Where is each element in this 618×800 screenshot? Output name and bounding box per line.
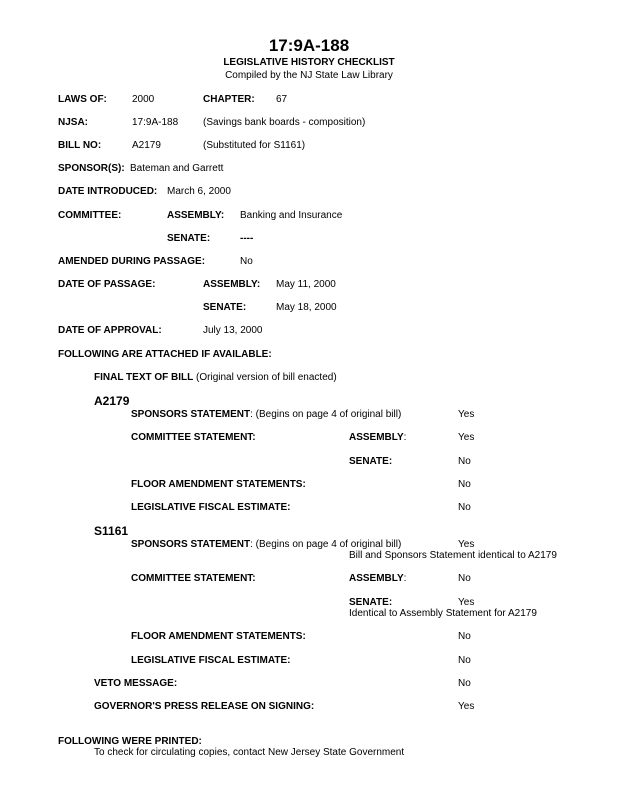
a2179-assembly-line: [349, 432, 406, 443]
s1161-fiscal-value: No: [458, 655, 471, 666]
date-introduced-value: March 6, 2000: [167, 186, 231, 197]
sponsors-value: Bateman and Garrett: [130, 163, 224, 174]
s1161-fiscal-label: LEGISLATIVE FISCAL ESTIMATE:: [131, 655, 291, 666]
s1161-senate-label: SENATE:: [349, 597, 393, 608]
passage-assembly-value: May 11, 2000: [276, 279, 336, 290]
final-text-label: FINAL TEXT OF BILL: [94, 372, 194, 383]
approval-label: DATE OF APPROVAL:: [58, 325, 162, 336]
veto-value: No: [458, 678, 471, 689]
committee-senate-value: ----: [240, 233, 254, 244]
laws-of-value: 2000: [132, 94, 155, 105]
s1161-sponsors-note: : (Begins on page 4 of original bill): [250, 539, 402, 550]
bill-no-value: A2179: [132, 140, 161, 151]
a2179-sponsors-note: : (Begins on page 4 of original bill): [250, 409, 402, 420]
s1161-assembly-value: No: [458, 573, 471, 584]
a2179-sponsors-label: SPONSORS STATEMENT: [131, 409, 251, 420]
njsa-value: 17:9A-188: [132, 117, 179, 128]
s1161-assembly-label: ASSEMBLY: [349, 573, 404, 584]
veto-label: VETO MESSAGE:: [94, 678, 178, 689]
final-text-line: [94, 372, 337, 383]
attached-heading: FOLLOWING ARE ATTACHED IF AVAILABLE:: [58, 349, 272, 360]
s1161-assembly-colon: :: [403, 573, 407, 584]
committee-assembly-label: ASSEMBLY:: [167, 210, 225, 221]
a2179-sponsors-line: [131, 409, 401, 420]
a2179-assembly-label: ASSEMBLY: [349, 432, 404, 443]
a2179-floor-value: No: [458, 479, 471, 490]
bill-s1161-heading: S1161: [94, 524, 129, 538]
a2179-senate-label: SENATE:: [349, 456, 393, 467]
date-introduced-label: DATE INTRODUCED:: [58, 186, 158, 197]
s1161-senate-value: Yes: [458, 597, 475, 608]
page-title: 17:9A-188: [268, 36, 350, 55]
a2179-senate-value: No: [458, 456, 471, 467]
passage-senate-label: SENATE:: [203, 302, 247, 313]
s1161-floor-value: No: [458, 631, 471, 642]
s1161-sponsors-line: [131, 539, 401, 550]
s1161-sponsors-sub: Bill and Sponsors Statement identical to A2179: [349, 550, 557, 561]
passage-senate-value: May 18, 2000: [276, 302, 337, 313]
njsa-label: NJSA:: [58, 117, 89, 128]
sponsors-label: SPONSOR(S):: [58, 163, 125, 174]
a2179-fiscal-label: LEGISLATIVE FISCAL ESTIMATE:: [131, 502, 291, 513]
laws-of-label: LAWS OF:: [58, 94, 107, 105]
a2179-sponsors-value: Yes: [458, 409, 475, 420]
a2179-assembly-colon: :: [403, 432, 407, 443]
committee-senate-label: SENATE:: [167, 233, 211, 244]
final-text-note: (Original version of bill enacted): [193, 372, 337, 383]
amended-label: AMENDED DURING PASSAGE:: [58, 256, 206, 267]
amended-value: No: [240, 256, 253, 267]
press-release-label: GOVERNOR'S PRESS RELEASE ON SIGNING:: [94, 701, 315, 712]
bill-no-label: BILL NO:: [58, 140, 102, 151]
approval-value: July 13, 2000: [203, 325, 263, 336]
passage-label: DATE OF PASSAGE:: [58, 279, 156, 290]
printed-heading: FOLLOWING WERE PRINTED:: [58, 736, 202, 747]
a2179-fiscal-value: No: [458, 502, 471, 513]
press-release-value: Yes: [458, 701, 475, 712]
compiled-by: Compiled by the NJ State Law Library: [225, 70, 393, 81]
njsa-description: (Savings bank boards - composition): [203, 117, 366, 128]
committee-assembly-value: Banking and Insurance: [240, 210, 343, 221]
chapter-value: 67: [276, 94, 288, 105]
passage-assembly-label: ASSEMBLY:: [203, 279, 261, 290]
s1161-floor-label: FLOOR AMENDMENT STATEMENTS:: [131, 631, 306, 642]
chapter-label: CHAPTER:: [203, 94, 255, 105]
printed-note: To check for circulating copies, contact New Jersey State Government: [94, 747, 405, 758]
committee-label: COMMITTEE:: [58, 210, 122, 221]
s1161-sponsors-label: SPONSORS STATEMENT: [131, 539, 251, 550]
s1161-committee-label: COMMITTEE STATEMENT:: [131, 573, 256, 584]
bill-no-note: (Substituted for S1161): [203, 140, 306, 151]
bill-a2179-heading: A2179: [94, 394, 130, 408]
a2179-floor-label: FLOOR AMENDMENT STATEMENTS:: [131, 479, 306, 490]
s1161-senate-sub: Identical to Assembly Statement for A2179: [349, 608, 537, 619]
a2179-assembly-value: Yes: [458, 432, 475, 443]
s1161-assembly-line: [349, 573, 406, 584]
a2179-committee-label: COMMITTEE STATEMENT:: [131, 432, 256, 443]
s1161-sponsors-value: Yes: [458, 539, 475, 550]
page-subtitle: LEGISLATIVE HISTORY CHECKLIST: [223, 57, 395, 68]
